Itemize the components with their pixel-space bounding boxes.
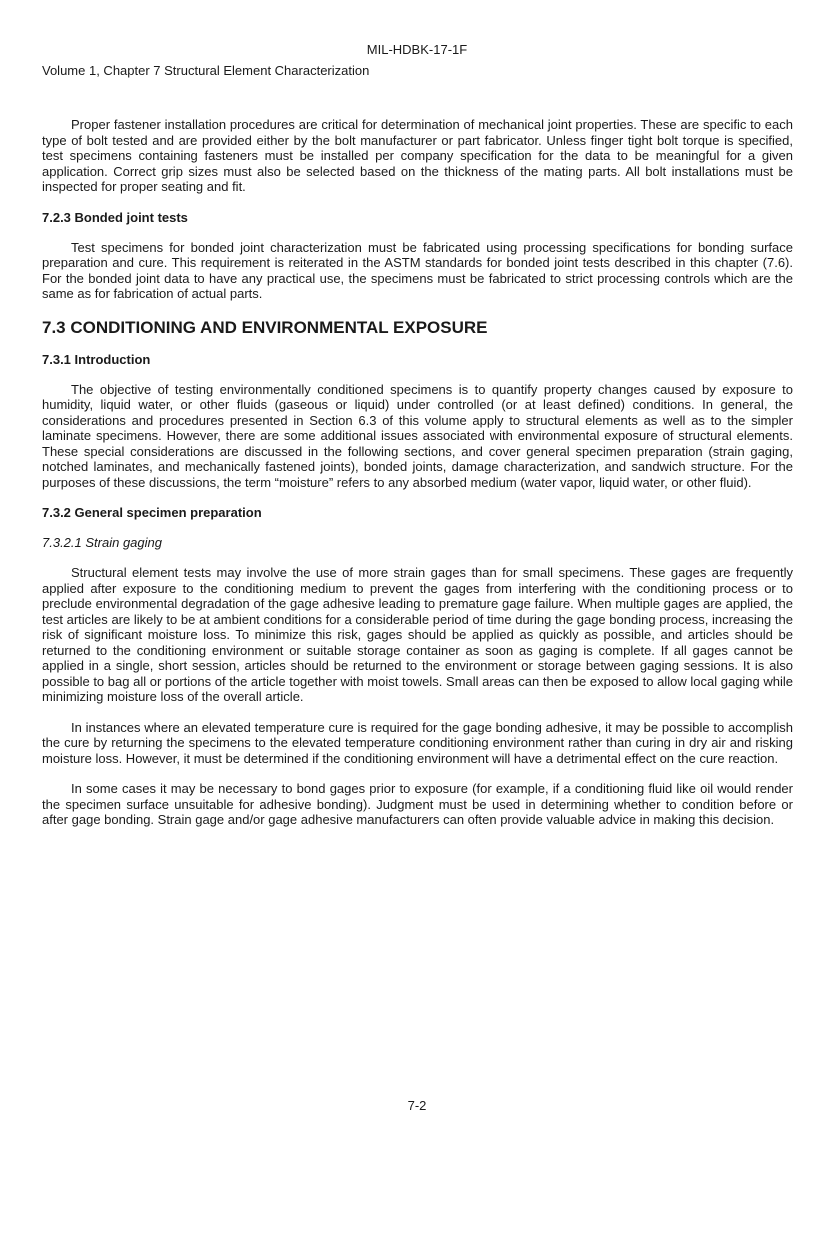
heading-7-3-2: 7.3.2 General specimen preparation: [42, 505, 262, 520]
paragraph-strain-gaging-2: In instances where an elevated temperature cure is required for the gage bonding adhesive, it may be possible to accomplish the cure by returning the specimens to the elevated temperature conditioning environment rather than curing in dry air and risking moisture loss. However, it must be determined if the conditioning environment will have a detrimental effect on the cure reaction.: [42, 719, 793, 766]
paragraph-bonded-joint-tests: Test specimens for bonded joint characterization must be fabricated using processing specifications for bonding surface preparation and cure. This requirement is reiterated in the ASTM standards for bonded joint tests described in this chapter (7.6). For the bonded joint data to have any practical use, the specimens must be fabricated to strict processing controls which are the same as for fabrication of actual parts.: [42, 239, 793, 301]
paragraph-introduction: The objective of testing environmentally conditioned specimens is to quantify property changes caused by exposure to humidity, liquid water, or other fluids (gaseous or liquid) under controlled (or at least defined) conditions. In general, the considerations and procedures presented in Section 6.3 of this volume apply to structural elements as well as to the simpler laminate specimens. However, there are some additional issues associated with environmental exposure of structural elements. These special considerations are discussed in the following sections, and cover general specimen preparation (strain gaging, notched laminates, and mechanically fastened joints), bonded joints, damage characterization, and sandwich structure. For the purposes of these discussions, the term “moisture” refers to any absorbed medium (water vapor, liquid water, or other fluid).: [42, 381, 793, 490]
document-id-header: MIL-HDBK-17-1F: [366, 42, 468, 57]
page-content: [42, 117, 793, 843]
heading-7-2-3: 7.2.3 Bonded joint tests: [42, 209, 188, 225]
heading-7-3-2-1: 7.3.2.1 Strain gaging: [42, 535, 162, 550]
paragraph-fastener-installation: Proper fastener installation procedures are critical for determination of mechanical joint properties. These are specific to each type of bolt tested and are provided either by the bolt manufacturer or part fabricator. Unless finger tight bolt torque is specified, test specimens containing fasteners must be installed per company specification for the data to be meaningful for a given application. Correct grip sizes must also be selected based on the thickness of the mating parts. All bolt installations must be inspected for proper seating and fit.: [42, 117, 793, 194]
volume-chapter-header: Volume 1, Chapter 7 Structural Element Characterization: [42, 63, 370, 78]
heading-7-3: 7.3 CONDITIONING AND ENVIRONMENTAL EXPOSURE: [42, 317, 488, 337]
paragraph-strain-gaging-3: In some cases it may be necessary to bond gages prior to exposure (for example, if a conditioning fluid like oil would render the specimen surface unsuitable for adhesive bonding). Judgment must be used in determining whether to condition before or after gage bonding. Strain gage and/or gage adhesive manufacturers can often provide valuable advice in making this decision.: [42, 781, 793, 827]
paragraph-strain-gaging-1: Structural element tests may involve the use of more strain gages than for small specimens. These gages are frequently applied after exposure to the conditioning medium to prevent the gages from interfering with the conditioning process or to preclude environmental degradation of the gage adhesive leading to premature gage failure. When multiple gages are applied, the test articles are likely to be at ambient conditions for a considerable period of time during the gage bonding process, increasing the risk of significant moisture loss. To minimize this risk, gages should be applied as quickly as possible, and articles should be returned to the conditioning environment or suitable storage container as soon as gaging is complete. If all gages cannot be applied in a single, short session, articles should be returned to the environment or storage between gaging sessions. It is also possible to bag all or portions of the article together with moist towels. Small areas can then be exposed to allow local gaging while minimizing moisture loss of the overall article.: [42, 565, 793, 704]
page-number: 7-2: [407, 1098, 427, 1113]
heading-7-3-1: 7.3.1 Introduction: [42, 351, 151, 367]
